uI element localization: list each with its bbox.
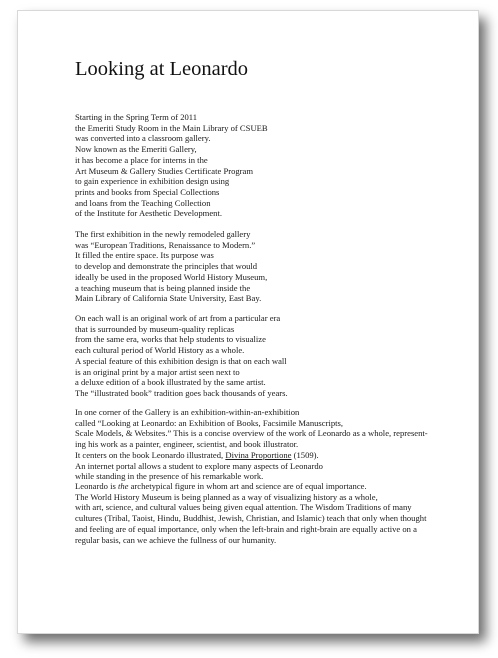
text-line: An internet portal allows a student to explore many aspects of Leonardo — [75, 460, 323, 471]
paragraph-exhibition-within — [75, 407, 428, 482]
emphasis: the — [117, 481, 129, 491]
text-fragment: Leonardo is — [75, 481, 118, 491]
text-line: On each wall is an original work of art from a particular era — [75, 313, 281, 323]
text-line: ideally be used in the proposed World History Museum, — [75, 271, 268, 282]
paragraph-emeriti-gallery — [75, 112, 268, 219]
text-line: each cultural period of World History as a whole. — [75, 345, 245, 356]
text-line: In one corner of the Gallery is an exhibition-within-an-exhibition — [75, 407, 300, 417]
text-line: called “Looking at Leonardo: an Exhibition of Books, Facsimile Manuscripts, — [75, 417, 344, 428]
text-line: while standing in the presence of his remarkable work. — [75, 471, 264, 482]
text-line: Main Library of California State University, East Bay. — [75, 293, 262, 304]
text-line: Starting in the Spring Term of 2011 — [75, 112, 198, 122]
text-line: a teaching museum that is being planned inside the — [75, 282, 251, 293]
text-fragment: archetypical figure in whom art and science are of equal importance. — [128, 481, 367, 491]
paragraph-first-exhibition — [75, 229, 267, 304]
text-line: prints and books from Special Collections — [75, 186, 220, 197]
text-line: and feeling are of equal importance, only when the left-brain and right-brain are equally active on a — [75, 523, 417, 534]
text-line: The first exhibition in the newly remodeled gallery — [75, 229, 251, 239]
text-line: and loans from the Teaching Collection — [75, 197, 211, 208]
text-line: from the same era, works that help students to visualize — [75, 334, 266, 345]
text-fragment: It centers on the book Leonardo illustrated, — [75, 449, 226, 460]
text-line: it has become a place for interns in the — [75, 154, 208, 165]
text-line: ing his work as a painter, engineer, scientist, and book illustrator. — [75, 439, 299, 450]
text-line: regular basis, can we achieve the fullness of our humanity. — [75, 534, 277, 545]
text-line: was converted into a classroom gallery. — [75, 133, 211, 144]
text-line: that is surrounded by museum-quality replicas — [75, 323, 235, 334]
document-page — [17, 10, 479, 634]
text-line: cultures (Tribal, Taoist, Hindu, Buddhist, Jewish, Christian, and Islamic) teach that only when thought — [75, 513, 427, 524]
text-line — [75, 450, 428, 461]
text-line: A special feature of this exhibition design is that on each wall — [75, 355, 287, 366]
text-line: The World History Museum is being planned as a way of visualizing history as a whole, — [75, 491, 378, 502]
text-line: Art Museum & Gallery Studies Certificate Program — [75, 165, 254, 176]
text-line — [75, 481, 426, 492]
text-line: is an original print by a major artist seen next to — [75, 366, 240, 377]
text-line: with art, science, and cultural values being given equal attention. The Wisdom Traditions of many — [75, 502, 412, 513]
text-line: the Emeriti Study Room in the Main Library of CSUEB — [75, 122, 268, 133]
text-line: It filled the entire space. Its purpose was — [75, 250, 214, 261]
text-fragment: (1509). — [291, 449, 319, 460]
text-line: was “European Traditions, Renaissance to Modern.” — [75, 239, 256, 250]
text-line: Scale Models, & Websites.” This is a concise overview of the work of Leonardo as a whole, represent- — [75, 428, 428, 439]
book-title: Divina Proportione — [225, 449, 292, 460]
text-line: The “illustrated book” tradition goes back thousands of years. — [75, 387, 288, 398]
text-line: of the Institute for Aesthetic Development. — [75, 208, 223, 219]
text-line: Now known as the Emeriti Gallery, — [75, 144, 197, 155]
paragraph-each-wall — [75, 313, 288, 399]
text-line: to develop and demonstrate the principles that would — [75, 261, 258, 272]
text-line: a deluxe edition of a book illustrated by the same artist. — [75, 377, 266, 388]
paragraph-archetypical-figure — [75, 481, 426, 545]
text-line: to gain experience in exhibition design using — [75, 176, 230, 187]
page-title: Looking at Leonardo — [75, 58, 249, 80]
